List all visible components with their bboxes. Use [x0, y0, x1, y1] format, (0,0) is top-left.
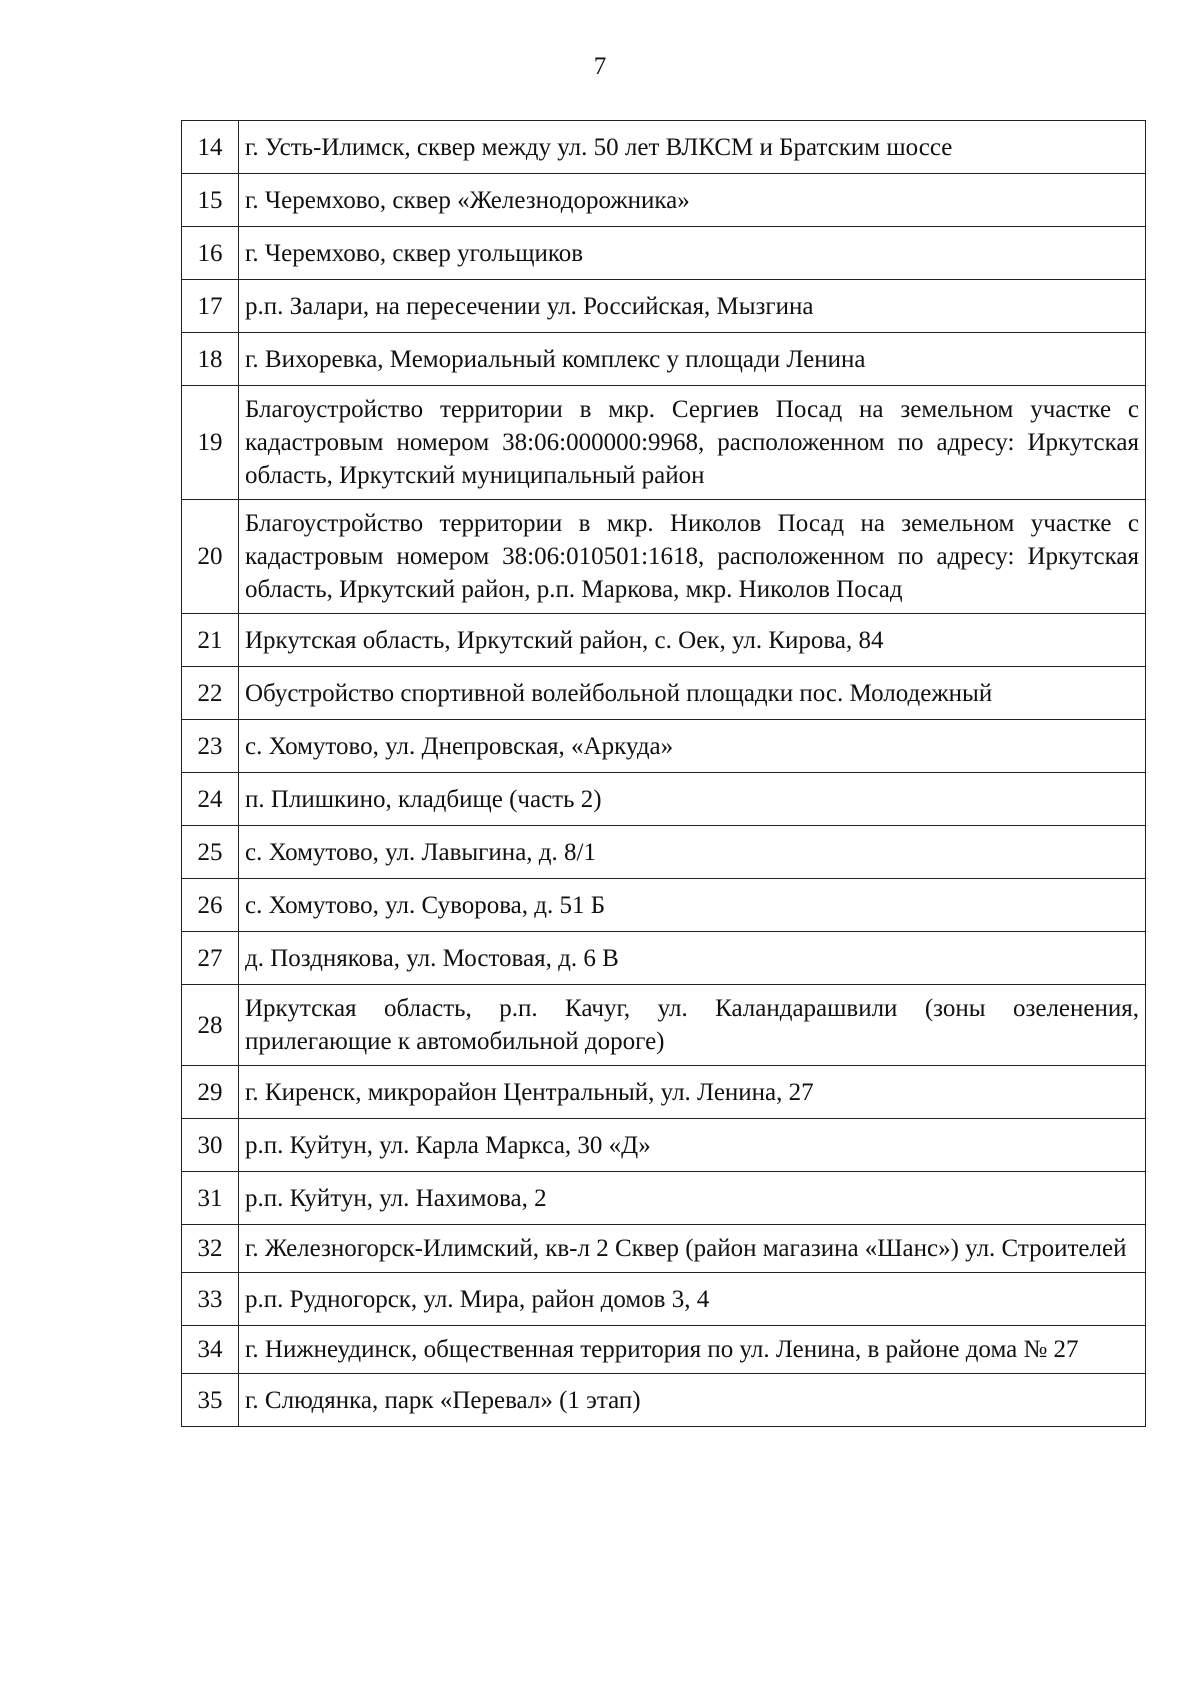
- row-number: 28: [182, 985, 239, 1066]
- row-number: 26: [182, 879, 239, 932]
- table-row: [182, 1225, 1146, 1273]
- row-description: г. Усть-Илимск, сквер между ул. 50 лет ВЛКСМ и Братским шоссе: [239, 121, 1146, 174]
- table-row: [182, 333, 1146, 386]
- table-row: [182, 773, 1146, 826]
- row-number: 16: [182, 227, 239, 280]
- row-number: 35: [182, 1374, 239, 1427]
- row-number: 15: [182, 174, 239, 227]
- table-row: [182, 280, 1146, 333]
- row-number: 25: [182, 826, 239, 879]
- table-row: [182, 667, 1146, 720]
- territories-table: [181, 120, 1146, 1427]
- table-row: [182, 932, 1146, 985]
- table-row: [182, 1273, 1146, 1326]
- table-row: [182, 1066, 1146, 1119]
- table-row: [182, 386, 1146, 500]
- row-description: р.п. Куйтун, ул. Нахимова, 2: [239, 1172, 1146, 1225]
- row-number: 19: [182, 386, 239, 500]
- row-description: п. Плишкино, кладбище (часть 2): [239, 773, 1146, 826]
- row-description: р.п. Залари, на пересечении ул. Российская, Мызгина: [239, 280, 1146, 333]
- row-description: р.п. Куйтун, ул. Карла Маркса, 30 «Д»: [239, 1119, 1146, 1172]
- page-number: 7: [593, 53, 607, 80]
- table-row: [182, 1172, 1146, 1225]
- row-number: 14: [182, 121, 239, 174]
- table-row: [182, 227, 1146, 280]
- row-number: 29: [182, 1066, 239, 1119]
- row-description: с. Хомутово, ул. Суворова, д. 51 Б: [239, 879, 1146, 932]
- row-number: 27: [182, 932, 239, 985]
- row-description: д. Позднякова, ул. Мостовая, д. 6 В: [239, 932, 1146, 985]
- row-number: 23: [182, 720, 239, 773]
- row-number: 18: [182, 333, 239, 386]
- row-description: Обустройство спортивной волейбольной площадки пос. Молодежный: [239, 667, 1146, 720]
- row-number: 24: [182, 773, 239, 826]
- row-number: 31: [182, 1172, 239, 1225]
- row-number: 33: [182, 1273, 239, 1326]
- row-number: 17: [182, 280, 239, 333]
- row-number: 34: [182, 1326, 239, 1374]
- row-description: Иркутская область, р.п. Качуг, ул. Каландарашвили (зоны озеленения, прилегающие к автомобильной дороге): [239, 985, 1146, 1066]
- table-row: [182, 614, 1146, 667]
- row-number: 22: [182, 667, 239, 720]
- table-row: [182, 121, 1146, 174]
- row-description: Благоустройство территории в мкр. Сергиев Посад на земельном участке с кадастровым номером 38:06:000000:9968, расположенном по адресу: Иркутская область, Иркутский муниципальный район: [239, 386, 1146, 500]
- row-description: г. Черемхово, сквер угольщиков: [239, 227, 1146, 280]
- row-description: с. Хомутово, ул. Днепровская, «Аркуда»: [239, 720, 1146, 773]
- row-number: 20: [182, 500, 239, 614]
- table-row: [182, 985, 1146, 1066]
- row-description: г. Железногорск-Илимский, кв-л 2 Сквер (район магазина «Шанс») ул. Строителей: [239, 1225, 1146, 1273]
- row-number: 32: [182, 1225, 239, 1273]
- table-row: [182, 500, 1146, 614]
- table-row: [182, 174, 1146, 227]
- row-number: 30: [182, 1119, 239, 1172]
- row-description: г. Нижнеудинск, общественная территория по ул. Ленина, в районе дома № 27: [239, 1326, 1146, 1374]
- row-description: г. Черемхово, сквер «Железнодорожника»: [239, 174, 1146, 227]
- row-description: Благоустройство территории в мкр. Николов Посад на земельном участке с кадастровым номером 38:06:010501:1618, расположенном по адресу: Иркутская область, Иркутский район, р.п. Маркова, мкр. Николов Посад: [239, 500, 1146, 614]
- row-description: г. Вихоревка, Мемориальный комплекс у площади Ленина: [239, 333, 1146, 386]
- table-row: [182, 826, 1146, 879]
- table-row: [182, 879, 1146, 932]
- table-row: [182, 720, 1146, 773]
- table-row: [182, 1119, 1146, 1172]
- table-row: [182, 1326, 1146, 1374]
- table-row: [182, 1374, 1146, 1427]
- row-description: с. Хомутово, ул. Лавыгина, д. 8/1: [239, 826, 1146, 879]
- row-description: г. Киренск, микрорайон Центральный, ул. Ленина, 27: [239, 1066, 1146, 1119]
- row-description: р.п. Рудногорск, ул. Мира, район домов 3, 4: [239, 1273, 1146, 1326]
- row-description: г. Слюдянка, парк «Перевал» (1 этап): [239, 1374, 1146, 1427]
- row-description: Иркутская область, Иркутский район, с. Оек, ул. Кирова, 84: [239, 614, 1146, 667]
- row-number: 21: [182, 614, 239, 667]
